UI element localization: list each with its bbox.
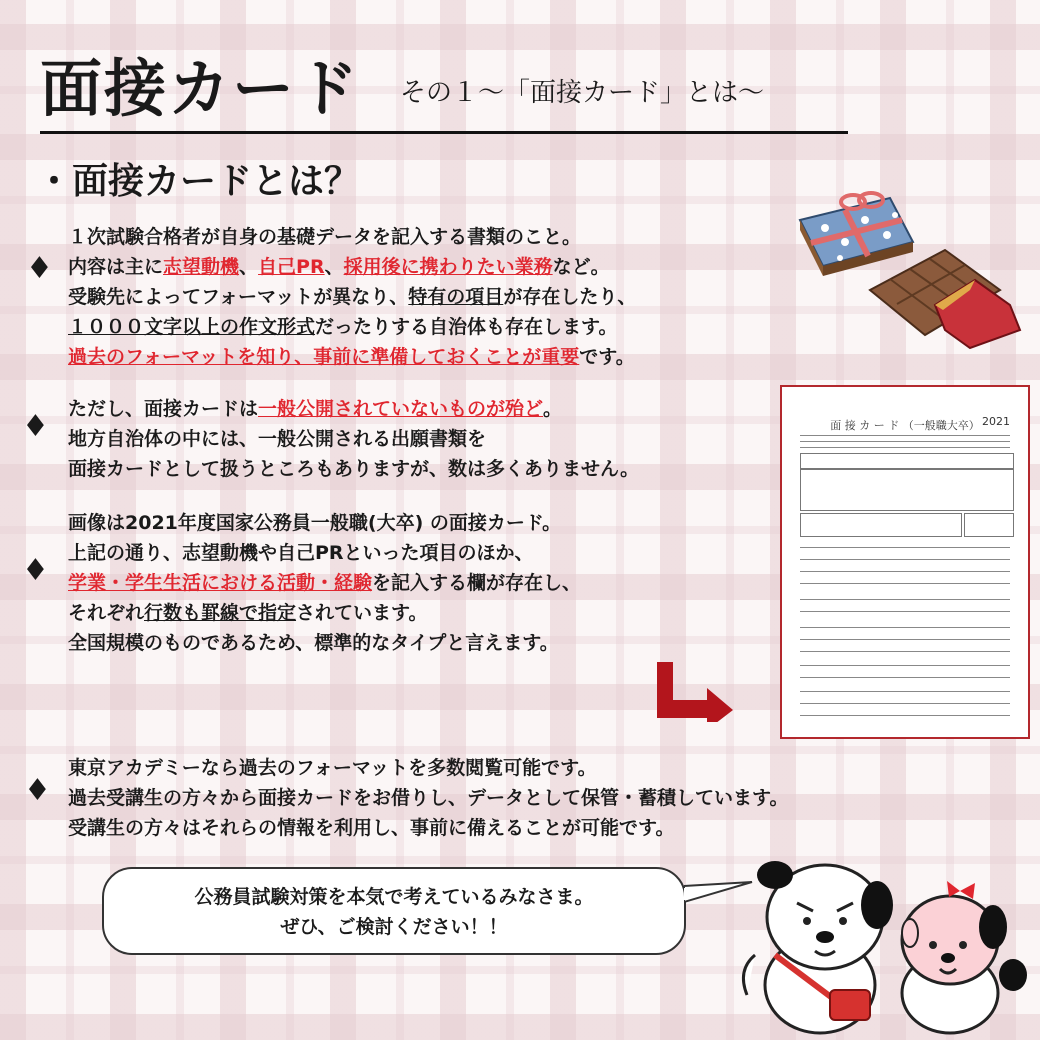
underline-line-count: 行数も罫線で指定 (144, 602, 297, 624)
card-rule (800, 691, 1010, 692)
highlight-motive: 志望動機 (163, 256, 240, 278)
text-line: 全国規模のものであるため、標準的なタイプと言えます。 (68, 632, 559, 654)
text-span: ただし、面接カードは (68, 398, 259, 420)
text-line: 東京アカデミーなら過去のフォーマットを多数閲覧可能です。 (68, 757, 597, 779)
speech-bubble (102, 867, 686, 955)
text-span: など。 (552, 256, 610, 278)
card-rule (800, 715, 1010, 716)
card-rule (800, 441, 1010, 442)
text-span: それぞれ (68, 602, 145, 624)
text-span: が存在したり、 (503, 286, 637, 308)
title-underline (40, 131, 848, 134)
card-rule (800, 547, 1010, 548)
underline-unique-items: 特有の項目 (408, 286, 504, 308)
card-rule (800, 611, 1010, 612)
card-rule (800, 703, 1010, 704)
text-line (68, 342, 636, 372)
card-box (964, 513, 1014, 537)
text-span: です。 (579, 346, 635, 368)
text-span: 受験先によってフォーマットが異なり、 (68, 286, 409, 308)
text-block-availability (68, 394, 639, 484)
diamond-bullet-icon: ♦ (24, 773, 51, 808)
text-line: 過去受講生の方々から面接カードをお借りし、データとして保管・蓄積しています。 (68, 787, 789, 809)
card-rule (800, 559, 1010, 560)
text-span: を記入する欄が存在し、 (372, 572, 582, 594)
card-rule (800, 639, 1010, 640)
bubble-line: 公務員試験対策を本気で考えているみなさま。 (194, 886, 594, 908)
chocolate-bar-icon (870, 250, 1020, 348)
card-rule (800, 651, 1010, 652)
page-subtitle: その１～「面接カード」とは～ (400, 78, 765, 108)
highlight-not-public: 一般公開されていないものが殆ど (258, 398, 544, 420)
diamond-bullet-icon: ♦ (22, 409, 49, 444)
card-box (800, 469, 1014, 511)
card-title: 面 接 カ ー ド （一般職大卒） (830, 419, 980, 432)
diamond-bullet-icon: ♦ (26, 251, 53, 286)
text-line (68, 312, 636, 342)
arrow-right-icon (655, 660, 735, 722)
card-rule (800, 627, 1010, 628)
bubble-line: ぜひ、ご検討ください！！ (280, 916, 508, 938)
text-line: 受講生の方々はそれらの情報を利用し、事前に備えることが可能です。 (68, 817, 675, 839)
highlight-self-pr: 自己PR (258, 256, 325, 278)
text-line (68, 252, 636, 282)
gift-box-icon (800, 193, 913, 276)
card-year: 2021 (982, 415, 1010, 428)
text-span: だったりする自治体も存在します。 (315, 316, 618, 338)
text-line (68, 394, 639, 424)
text-block-sample-card (68, 508, 581, 658)
text-span: されています。 (296, 602, 428, 624)
highlight-desired-work: 採用後に携わりたい業務 (343, 256, 553, 278)
mascot-pink-dog-icon (902, 881, 1027, 1033)
text-block-overview (68, 222, 636, 372)
gift-and-chocolate-illustration (795, 180, 1025, 350)
text-line: 画像は2021年度国家公務員一般職(大卒) の面接カード。 (68, 512, 562, 534)
text-block-academy (68, 753, 788, 843)
text-line: 上記の通り、志望動機や自己PRといった項目のほか、 (68, 542, 534, 564)
text-span: 、 (239, 256, 259, 278)
text-line (68, 598, 581, 628)
text-line: 地方自治体の中には、一般公開される出願書類を (68, 428, 487, 450)
card-rule (800, 583, 1010, 584)
underline-essay-format: １０００文字以上の作文形式 (68, 316, 316, 338)
card-rule (800, 435, 1010, 436)
section-heading: ・面接カードとは？ (36, 161, 361, 202)
card-rule (800, 599, 1010, 600)
card-rule (800, 665, 1010, 666)
interview-card-image (780, 385, 1030, 739)
card-box (800, 453, 1014, 469)
text-span: 、 (324, 256, 344, 278)
mascot-dog-icon (743, 861, 893, 1033)
highlight-student-life: 学業・学生生活における活動・経験 (68, 572, 373, 594)
text-line (68, 282, 636, 312)
card-rule (800, 447, 1010, 448)
card-box (800, 513, 962, 537)
card-rule (800, 677, 1010, 678)
card-rule (800, 571, 1010, 572)
mascot-characters-illustration (735, 855, 1035, 1035)
page-title: 面接カード (40, 52, 361, 125)
text-span: 内容は主に (68, 256, 164, 278)
text-line (68, 568, 581, 598)
highlight-important: 過去のフォーマットを知り、事前に準備しておくことが重要 (68, 346, 580, 368)
text-line: １次試験合格者が自身の基礎データを記入する書類のこと。 (68, 226, 582, 248)
diamond-bullet-icon: ♦ (22, 553, 49, 588)
text-line: 面接カードとして扱うところもありますが、数は多くありません。 (68, 458, 640, 480)
text-span: 。 (543, 398, 563, 420)
